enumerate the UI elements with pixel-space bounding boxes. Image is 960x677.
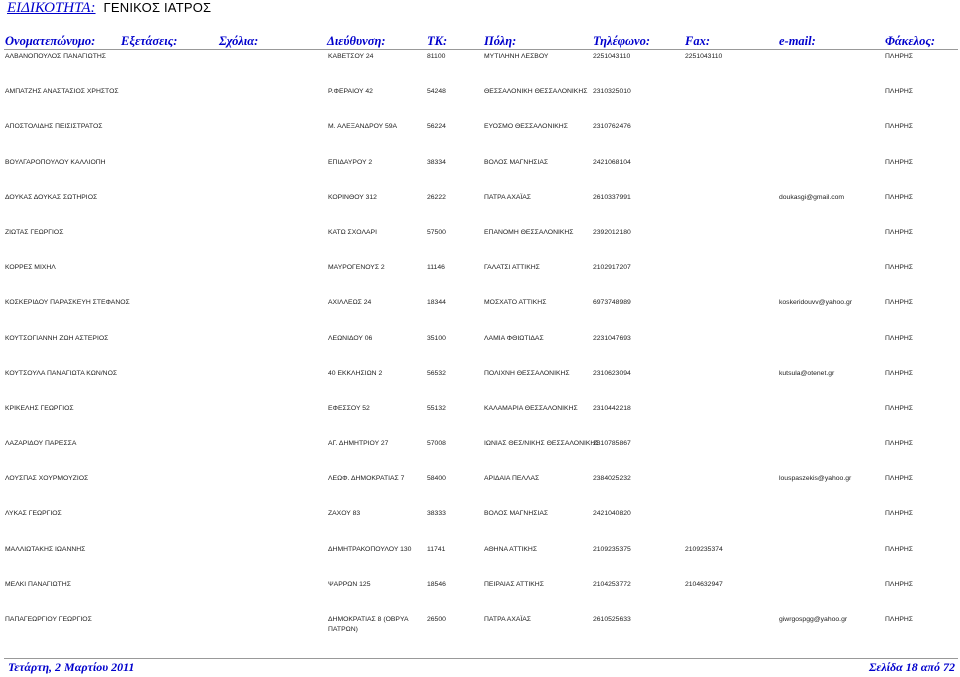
row-address: ΑΓ. ΔΗΜΗΤΡΙΟΥ 27 (328, 440, 389, 448)
row-address: ΕΦΕΣΣΟΥ 52 (328, 404, 370, 412)
row-tk: 57500 (427, 228, 446, 236)
row-phone: 2310762476 (593, 123, 631, 131)
footer-divider (4, 658, 958, 659)
row-name: ΛΟΥΣΠΑΣ ΧΟΥΡΜΟΥΖΙΟΣ (5, 475, 89, 483)
header-exams: Εξετάσεις: (121, 34, 178, 48)
header-comments: Σχόλια: (219, 34, 259, 48)
row-fax: 2104632947 (685, 580, 723, 588)
row-email: koskeridouvv@yahoo.gr (779, 299, 853, 307)
table-row (0, 439, 960, 474)
row-name: ΚΟΣΚΕΡΙΔΟΥ ΠΑΡΑΣΚΕΥΗ ΣΤΕΦΑΝΟΣ (5, 299, 130, 307)
row-address: Μ. ΑΛΕΞΑΝΔΡΟΥ 59Α (328, 123, 398, 131)
table-row (0, 474, 960, 509)
table-row (0, 404, 960, 439)
row-address: ΕΠΙΔΑΥΡΟΥ 2 (328, 158, 373, 166)
row-folder: ΠΛΗΡΗΣ (885, 334, 914, 342)
row-city: ΑΡΙΔΑΙΑ ΠΕΛΛΑΣ (484, 475, 540, 483)
row-address: 40 ΕΚΚΛΗΣΙΩΝ 2 (328, 369, 383, 377)
header-address: Διεύθυνση: (327, 34, 386, 48)
row-tk: 26500 (427, 616, 446, 623)
table-row (0, 580, 960, 615)
row-phone: 2421068104 (593, 158, 631, 166)
row-phone: 2421040820 (593, 510, 631, 518)
row-city: ΜΥΤΙΛΗΝΗ ΛΕΣΒΟΥ (484, 53, 549, 60)
row-phone: 2104253772 (593, 580, 631, 588)
row-address: ΚΑΒΕΤΣΟΥ 24 (328, 53, 374, 60)
row-address: ΨΑΡΡΩΝ 125 (328, 580, 371, 588)
row-tk: 26222 (427, 193, 446, 201)
table-row (0, 87, 960, 122)
row-tk: 81100 (427, 53, 446, 60)
row-tk: 11146 (427, 264, 445, 272)
row-city: ΜΟΣΧΑΤΟ ΑΤΤΙΚΗΣ (484, 299, 547, 307)
row-tk: 18546 (427, 580, 446, 588)
row-name: ΚΟΡΡΕΣ ΜΙΧΗΛ (5, 264, 56, 272)
row-address: ΑΧΙΛΛΕΩΣ 24 (328, 299, 372, 307)
row-phone: 2109235375 (593, 545, 631, 553)
row-city: ΓΑΛΑΤΣΙ ΑΤΤΙΚΗΣ (484, 264, 540, 272)
row-folder: ΠΛΗΡΗΣ (885, 158, 914, 166)
row-name: ΚΟΥΤΣΟΓΙΑΝΝΗ ΖΩΗ ΑΣΤΕΡΙΟΣ (5, 334, 109, 342)
row-address: Ρ.ΦΕΡΑΙΟΥ 42 (328, 88, 373, 96)
header-divider (4, 49, 958, 50)
row-tk: 38333 (427, 510, 446, 518)
row-tk: 54248 (427, 88, 446, 96)
row-tk: 18344 (427, 299, 446, 307)
row-address: ΚΑΤΩ ΣΧΟΛΑΡΙ (328, 228, 377, 236)
table-row (0, 369, 960, 404)
row-city: ΚΑΛΑΜΑΡΙΑ ΘΕΣΣΑΛΟΝΙΚΗΣ (484, 404, 578, 412)
row-name: ΑΜΠΑΤΖΗΣ ΑΝΑΣΤΑΣΙΟΣ ΧΡΗΣΤΟΣ (5, 88, 119, 96)
row-name: ΛΑΖΑΡΙΔΟΥ ΠΑΡΕΣΣΑ (5, 440, 77, 448)
row-tk: 58400 (427, 475, 446, 483)
table-row (0, 263, 960, 298)
row-tk: 35100 (427, 334, 446, 342)
row-fax: 2251043110 (685, 53, 723, 60)
row-folder: ΠΛΗΡΗΣ (885, 123, 914, 131)
page-title (7, 0, 211, 16)
row-address: ΖΑΧΟΥ 83 (328, 510, 361, 518)
row-phone: 2102917207 (593, 264, 631, 272)
row-city: ΑΘΗΝΑ ΑΤΤΙΚΗΣ (484, 545, 538, 553)
row-address: ΚΟΡΙΝΘΟΥ 312 (328, 193, 377, 201)
row-city: ΕΠΑΝΟΜΗ ΘΕΣΣΑΛΟΝΙΚΗΣ (484, 228, 574, 236)
row-folder: ΠΛΗΡΗΣ (885, 616, 914, 623)
header-email: e-mail: (779, 34, 816, 48)
table-row (0, 334, 960, 369)
row-tk: 56224 (427, 123, 446, 131)
specialty-label: ΕΙΔΙΚΟΤΗΤΑ: (7, 0, 96, 16)
row-address: ΛΕΩΝΙΔΟΥ 06 (328, 334, 373, 342)
row-city: ΠΑΤΡΑ ΑΧΑΪΑΣ (484, 193, 532, 201)
row-phone: 2610525633 (593, 616, 631, 623)
row-folder: ΠΛΗΡΗΣ (885, 545, 914, 553)
page-footer (0, 660, 960, 676)
row-address: ΜΑΥΡΟΓΕΝΟΥΣ 2 (328, 264, 385, 272)
row-tk: 38334 (427, 158, 446, 166)
footer-page-number: Σελίδα 18 από 72 (869, 660, 955, 674)
row-phone: 2310785867 (593, 440, 631, 448)
row-address: ΔΗΜΟΚΡΑΤΙΑΣ 8 (ΟΒΡΥΑ ΠΑΤΡΩΝ) (328, 616, 409, 633)
row-phone: 2310442218 (593, 404, 631, 412)
row-folder: ΠΛΗΡΗΣ (885, 475, 914, 483)
header-folder: Φάκελος: (885, 34, 936, 48)
header-city: Πόλη: (484, 34, 517, 48)
row-email: giwrgospgg@yahoo.gr (779, 616, 848, 623)
specialty-value: ΓΕΝΙΚΟΣ ΙΑΤΡΟΣ (103, 0, 212, 15)
table-row (0, 545, 960, 580)
row-name: ΚΟΥΤΣΟΥΛΑ ΠΑΝΑΓΙΩΤΑ ΚΩΝ/ΝΟΣ (5, 369, 118, 377)
row-city: ΠΕΙΡΑΙΑΣ ΑΤΤΙΚΗΣ (484, 580, 544, 588)
row-name: ΜΕΛΚΙ ΠΑΝΑΓΙΩΤΗΣ (5, 580, 71, 588)
row-folder: ΠΛΗΡΗΣ (885, 299, 914, 307)
row-tk: 11741 (427, 545, 446, 553)
row-phone: 6973748989 (593, 299, 631, 307)
row-city: ΛΑΜΙΑ ΦΘΙΩΤΙΔΑΣ (484, 334, 544, 342)
row-tk: 55132 (427, 404, 446, 412)
row-phone: 2392012180 (593, 228, 631, 236)
row-email: doukasgi@gmail.com (779, 193, 845, 201)
row-phone: 2384025232 (593, 475, 631, 483)
header-tk: ΤΚ: (427, 34, 448, 48)
row-name: ΠΑΠΑΓΕΩΡΓΙΟΥ ΓΕΩΡΓΙΟΣ (5, 616, 92, 623)
row-city: ΒΟΛΟΣ ΜΑΓΝΗΣΙΑΣ (484, 158, 549, 166)
row-address: ΔΗΜΗΤΡΑΚΟΠΟΥΛΟΥ 130 (328, 545, 412, 553)
row-city: ΙΩΝΙΑΣ ΘΕΣ/ΝΙΚΗΣ ΘΕΣΣΑΛΟΝΙΚΗΣ (484, 440, 600, 448)
row-city: ΠΟΛΙΧΝΗ ΘΕΣΣΑΛΟΝΙΚΗΣ (484, 369, 570, 377)
row-phone: 2310623094 (593, 369, 631, 377)
header-name: Ονοματεπώνυμο: (5, 34, 96, 48)
row-city: ΘΕΣΣΑΛΟΝΙΚΗ ΘΕΣΣΑΛΟΝΙΚΗΣ (484, 88, 588, 96)
doctor-list (0, 52, 960, 650)
row-city: ΕΥΟΣΜΟ ΘΕΣΣΑΛΟΝΙΚΗΣ (484, 123, 568, 131)
row-name: ΑΛΒΑΝΟΠΟΥΛΟΣ ΠΑΝΑΓΙΩΤΗΣ (5, 53, 106, 60)
table-row (0, 509, 960, 544)
row-folder: ΠΛΗΡΗΣ (885, 510, 914, 518)
row-city: ΒΟΛΟΣ ΜΑΓΝΗΣΙΑΣ (484, 510, 549, 518)
table-row (0, 615, 960, 650)
row-name: ΚΡΙΚΕΛΗΣ ΓΕΩΡΓΙΟΣ (5, 404, 74, 412)
table-row (0, 122, 960, 157)
table-row (0, 52, 960, 87)
row-folder: ΠΛΗΡΗΣ (885, 53, 914, 60)
row-fax: 2109235374 (685, 545, 723, 553)
row-folder: ΠΛΗΡΗΣ (885, 404, 914, 412)
footer-date: Τετάρτη, 2 Μαρτίου 2011 (8, 660, 135, 674)
row-name: ΛΥΚΑΣ ΓΕΩΡΓΙΟΣ (5, 510, 62, 518)
column-headers (0, 34, 960, 50)
row-folder: ΠΛΗΡΗΣ (885, 88, 914, 96)
row-tk: 57008 (427, 440, 446, 448)
header-fax: Fax: (685, 34, 710, 48)
row-folder: ΠΛΗΡΗΣ (885, 193, 914, 201)
row-phone: 2610337991 (593, 193, 631, 201)
row-name: ΜΑΛΛΙΩΤΑΚΗΣ ΙΩΑΝΝΗΣ (5, 545, 86, 553)
row-folder: ΠΛΗΡΗΣ (885, 264, 914, 272)
table-row (0, 298, 960, 333)
table-row (0, 158, 960, 193)
row-folder: ΠΛΗΡΗΣ (885, 369, 914, 377)
row-city: ΠΑΤΡΑ ΑΧΑΪΑΣ (484, 616, 532, 623)
row-address: ΛΕΩΦ. ΔΗΜΟΚΡΑΤΙΑΣ 7 (328, 475, 405, 483)
row-phone: 2310325010 (593, 88, 631, 96)
row-tk: 56532 (427, 369, 446, 377)
row-name: ΖΙΩΤΑΣ ΓΕΩΡΓΙΟΣ (5, 228, 64, 236)
table-row (0, 193, 960, 228)
row-phone: 2251043110 (593, 53, 631, 60)
row-name: ΒΟΥΛΓΑΡΟΠΟΥΛΟΥ ΚΑΛΛΙΟΠΗ (5, 158, 106, 166)
row-folder: ΠΛΗΡΗΣ (885, 580, 914, 588)
row-folder: ΠΛΗΡΗΣ (885, 228, 914, 236)
row-folder: ΠΛΗΡΗΣ (885, 440, 914, 448)
row-email: louspaszekis@yahoo.gr (779, 475, 852, 483)
row-email: kutsula@otenet.gr (779, 369, 835, 377)
row-name: ΔΟΥΚΑΣ ΔΟΥΚΑΣ ΣΩΤΗΡΙΟΣ (5, 193, 98, 201)
row-name: ΑΠΟΣΤΟΛΙΔΗΣ ΠΕΙΣΙΣΤΡΑΤΟΣ (5, 123, 103, 131)
table-row (0, 228, 960, 263)
row-phone: 2231047693 (593, 334, 631, 342)
header-phone: Τηλέφωνο: (593, 34, 651, 48)
